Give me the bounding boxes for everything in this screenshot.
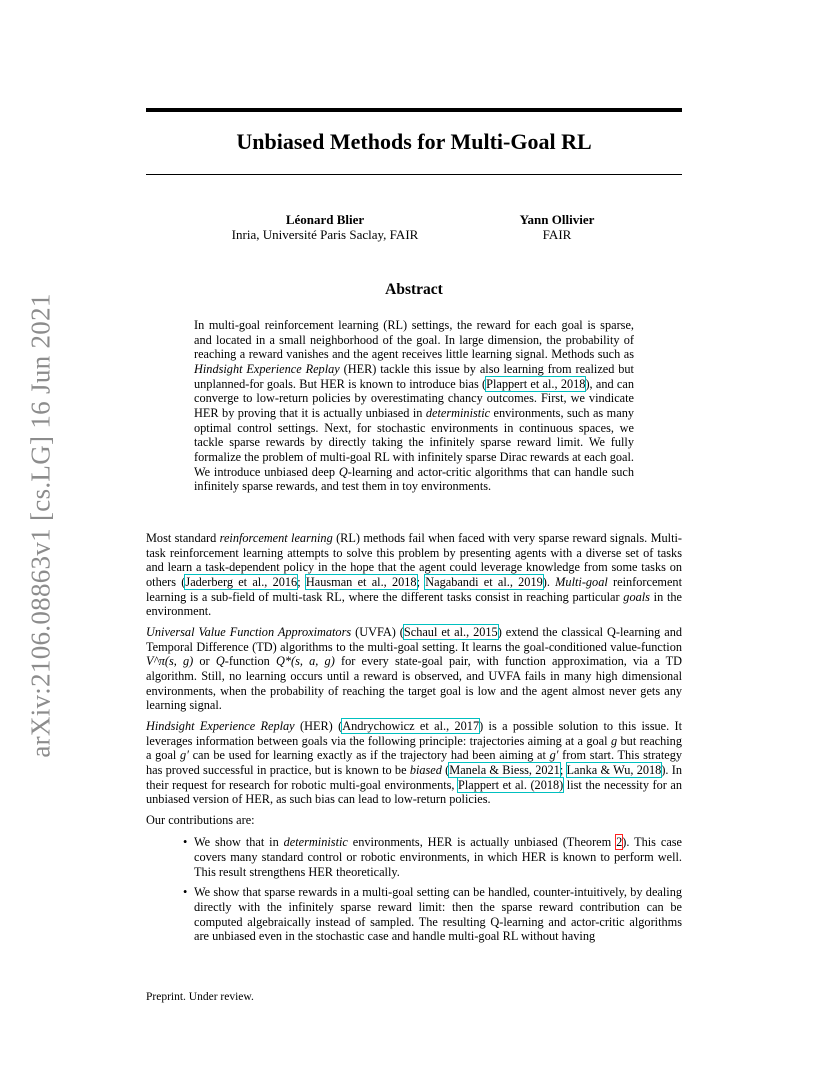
arxiv-id-text: arXiv:2106.08863v1 [cs.LG] 16 Jun 2021 <box>25 292 56 758</box>
citation-link[interactable]: Plappert et al., 2018 <box>486 376 586 391</box>
citation-link[interactable]: Schaul et al., 2015 <box>403 624 498 639</box>
paragraph-uvfa: Universal Value Function Approximators (UVFA) (Schaul et al., 2015) extend the classical Q-learning and Temporal Difference (TD) algorithms to the multi-goal setting. It learns the goal-conditioned value-function V^π(s, g) or Q-function Q*(s, a, g) for every state-goal pair, with function approximation, via a TD algorithm. Still, no learning occurs until a reward is observed, and UVFA fails in many high dimensional environments, when the probability of reaching the target goal is low and the agent almost never gets any learning signal. <box>146 624 682 713</box>
main-body <box>146 531 682 950</box>
arxiv-side-identifier <box>24 290 58 760</box>
bullet-icon: • <box>183 835 188 850</box>
abstract-heading: Abstract <box>385 281 443 298</box>
list-item: • We show that sparse rewards in a multi-goal setting can be handled, counter-intuitively, by dealing directly with the infinitely sparse reward limit: then the sparse reward contribution can be computed algebraically instead of sampled. The resulting Q-learning and actor-critic algorithms are unbiased even in the stochastic case and handle multi-goal RL without having <box>183 885 682 944</box>
citation-link[interactable]: Nagabandi et al., 2019 <box>425 574 543 589</box>
author-affiliation: Inria, Université Paris Saclay, FAIR <box>231 227 419 242</box>
title-top-rule <box>146 108 682 112</box>
author-affiliation: FAIR <box>542 227 572 242</box>
paragraph-intro: Most standard reinforcement learning (RL) methods fail when faced with very sparse reward signals. Multi-task reinforcement learning attempts to solve this problem by presenting agents with a diverse set of tasks and learn a task-dependent policy in the hope that the agent could leverage knowledge from some tasks on others (Jaderberg et al., 2016; Hausman et al., 2018; Nagabandi et al., 2019). Multi-goal reinforcement learning is a sub-field of multi-task RL, where the different tasks consist in reaching particular goals in the environment. <box>146 531 683 619</box>
citation-link[interactable]: Lanka & Wu, 2018 <box>566 762 662 777</box>
contributions-intro: Our contributions are: <box>146 812 255 827</box>
math-qstar: Q*(s, a, g) <box>276 654 335 669</box>
math-v: V^π(s, g) <box>146 654 194 669</box>
title-bottom-rule <box>146 174 682 175</box>
citation-link[interactable]: Manela & Biess, 2021 <box>449 762 560 777</box>
theorem-ref-link[interactable]: 2 <box>616 835 623 850</box>
citation-link[interactable]: Jaderberg et al., 2016 <box>185 574 298 589</box>
author-block-1 <box>205 212 445 242</box>
list-item: • We show that in deterministic environments, HER is actually unbiased (Theorem 2). This case covers many standard control or robotic environments, in which HER is known to perform well. This result strengthens HER theoretically. <box>183 835 683 879</box>
footer-note: Preprint. Under review. <box>146 991 254 1003</box>
abstract-text: In multi-goal reinforcement learning (RL) settings, the reward for each goal is sparse, and located in a small neighborhood of the goal. In large dimension, the probability of reaching a reward vanishes and the agent receives little learning signal. Methods such as Hindsight Experience Replay (HER) tackle this issue by also learning from realized but unplanned-for goals. But HER is known to introduce bias (Plappert et al., 2018), and can converge to low-return policies by overestimating chancy outcomes. First, we vindicate HER by proving that it is actually unbiased in deterministic environments, such as many optimal control settings. Next, for stochastic environments in continuous spaces, we tackle sparse rewards by directly taking the infinitely sparse reward limit. We fully formalize the problem of multi-goal RL with infinitely sparse Dirac rewards at each goal. We introduce unbiased deep Q-learning and actor-critic algorithms that can handle such infinitely sparse rewards, and test them in toy environments. <box>194 318 634 494</box>
author-block-2 <box>497 212 617 242</box>
author-name: Léonard Blier <box>285 212 365 227</box>
author-name: Yann Ollivier <box>519 212 595 227</box>
citation-link[interactable]: Plappert et al. (2018) <box>458 777 564 792</box>
paper-title: Unbiased Methods for Multi-Goal RL <box>236 129 592 154</box>
citation-link[interactable]: Andrychowicz et al., 2017 <box>342 718 480 733</box>
citation-link[interactable]: Hausman et al., 2018 <box>305 574 417 589</box>
contributions-list <box>146 835 682 944</box>
math-q: Q <box>215 654 225 669</box>
paragraph-her: Hindsight Experience Replay (HER) (Andrychowicz et al., 2017) is a possible solution to this issue. It leverages information between goals via the following principle: trajectories aiming at a goal g but reaching a goal g′ can be used for learning exactly as if the trajectory had been aiming at g′ from start. This strategy has proved successful in practice, but is known to be biased (Manela & Biess, 2021; Lanka & Wu, 2018). In their request for research for robotic multi-goal environments, Plappert et al. (2018) list the necessity for an unbiased version of HER, as such bias can lead to low-return policies. <box>146 718 683 807</box>
bullet-icon: • <box>183 885 188 900</box>
